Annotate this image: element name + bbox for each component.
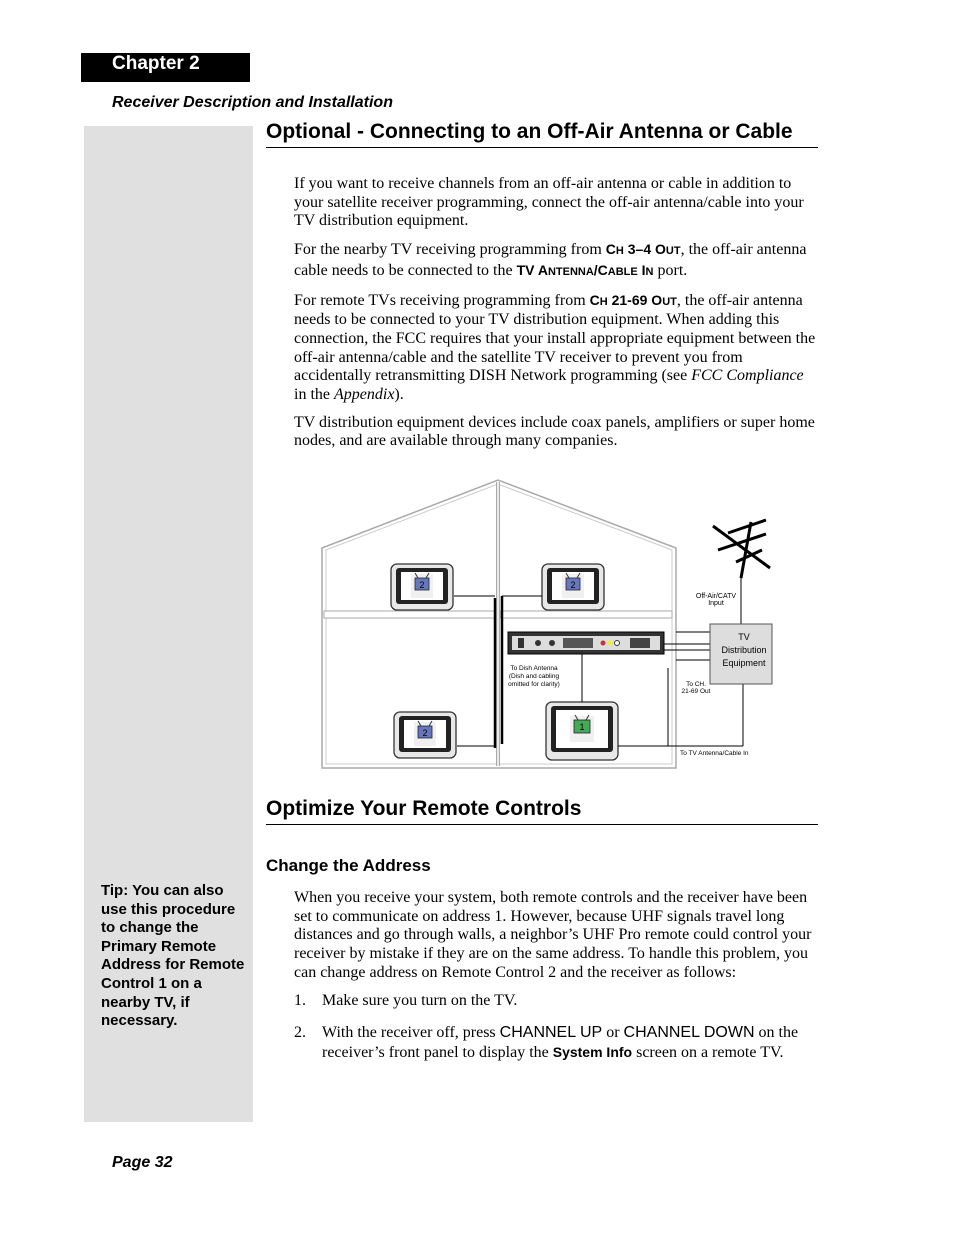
tv-label: 2 [422, 728, 428, 738]
dist-label-3: Equipment [722, 658, 766, 668]
tv-upstairs-left [391, 564, 453, 610]
steps-list [294, 992, 818, 1063]
floor-left [324, 611, 496, 618]
subheading-change-address: Change the Address [266, 856, 431, 875]
section1-body [294, 175, 818, 460]
satellite-receiver [508, 632, 664, 654]
paragraph-5: When you receive your system, both remote controls and the receiver have been set to communicate on address 1. However, because UHF signals travel long distances and go through walls, a neighbor’s UHF Pro remote could control your receiver by mistake if they are on the same address. To handle this problem, you can change address on Remote Control 2 and the receiver as follows: [294, 889, 812, 981]
floor-right [500, 611, 672, 618]
step-1: 1. Make sure you turn on the TV. [294, 991, 518, 1009]
to-tv-antenna-label: To TV Antenna/Cable In [680, 750, 749, 757]
tv-downstairs-main [546, 702, 618, 760]
to-ch-label-1: To CH. [686, 681, 706, 688]
dist-label-1: TV [738, 632, 750, 642]
chapter-tab [81, 53, 250, 82]
offair-label-2: Input [708, 600, 724, 607]
antenna-icon [713, 520, 770, 578]
dish-label-1: To Dish Antenna [510, 665, 558, 672]
offair-label-1: Off-Air/CATV [695, 593, 737, 600]
dish-label-2: (Dish and cabling [508, 673, 560, 680]
paragraph-1: If you want to receive channels from an off-air antenna or cable in addition to your satellite receiver programming, connect the off-air antenna/cable into your TV distribution equipment. [294, 175, 804, 230]
dist-label-2: Distribution [721, 645, 767, 655]
running-title: Receiver Description and Installation [112, 94, 393, 111]
tv-downstairs-left [394, 712, 456, 758]
tv-label: 2 [570, 580, 576, 590]
dish-label-3: omitted for clarity) [508, 681, 560, 688]
to-ch-label-2: 21-69 Out [681, 688, 711, 695]
paragraph-4: TV distribution equipment devices include coax panels, amplifiers or super home nodes, and are available through many companies. [294, 413, 815, 450]
tv-label: 2 [419, 580, 425, 590]
page-number: Page 32 [112, 1154, 173, 1171]
section2-body [294, 889, 818, 1077]
step-2: 2. With the receiver off, press CHANNEL UP or CHANNEL DOWN on the receiver’s front panel to display the System Info screen on a remote TV. [294, 1024, 799, 1061]
section-heading-remote: Optimize Your Remote Controls [266, 797, 818, 825]
section-heading-off-air: Optional - Connecting to an Off-Air Antenna or Cable [266, 120, 818, 148]
paragraph-3: For remote TVs receiving programming from CH 21-69 OUT, the off-air antenna needs to be connected to your TV distribution equipment. When adding this connection, the FCC requires that your install appropriate equipment between the off-air antenna/cable and the satellite TV receiver to prevent you from accidentally retransmitting DISH Network programming (see FCC Compliance in the Appendix). [294, 291, 816, 404]
tv-label: 1 [579, 722, 585, 732]
paragraph-2: For the nearby TV receiving programming from CH 3–4 OUT, the off-air antenna cable needs to be connected to the TV ANTENNA/CABLE IN port. [294, 241, 807, 279]
house-wiring-diagram [318, 478, 778, 770]
sidebar-tip: Tip: You can also use this procedure to change the Primary Remote Address for Remote Control 1 on a nearby TV, if necessary. [101, 882, 245, 1030]
chapter-label: Chapter 2 [112, 53, 200, 74]
tv-upstairs-right [542, 564, 604, 610]
